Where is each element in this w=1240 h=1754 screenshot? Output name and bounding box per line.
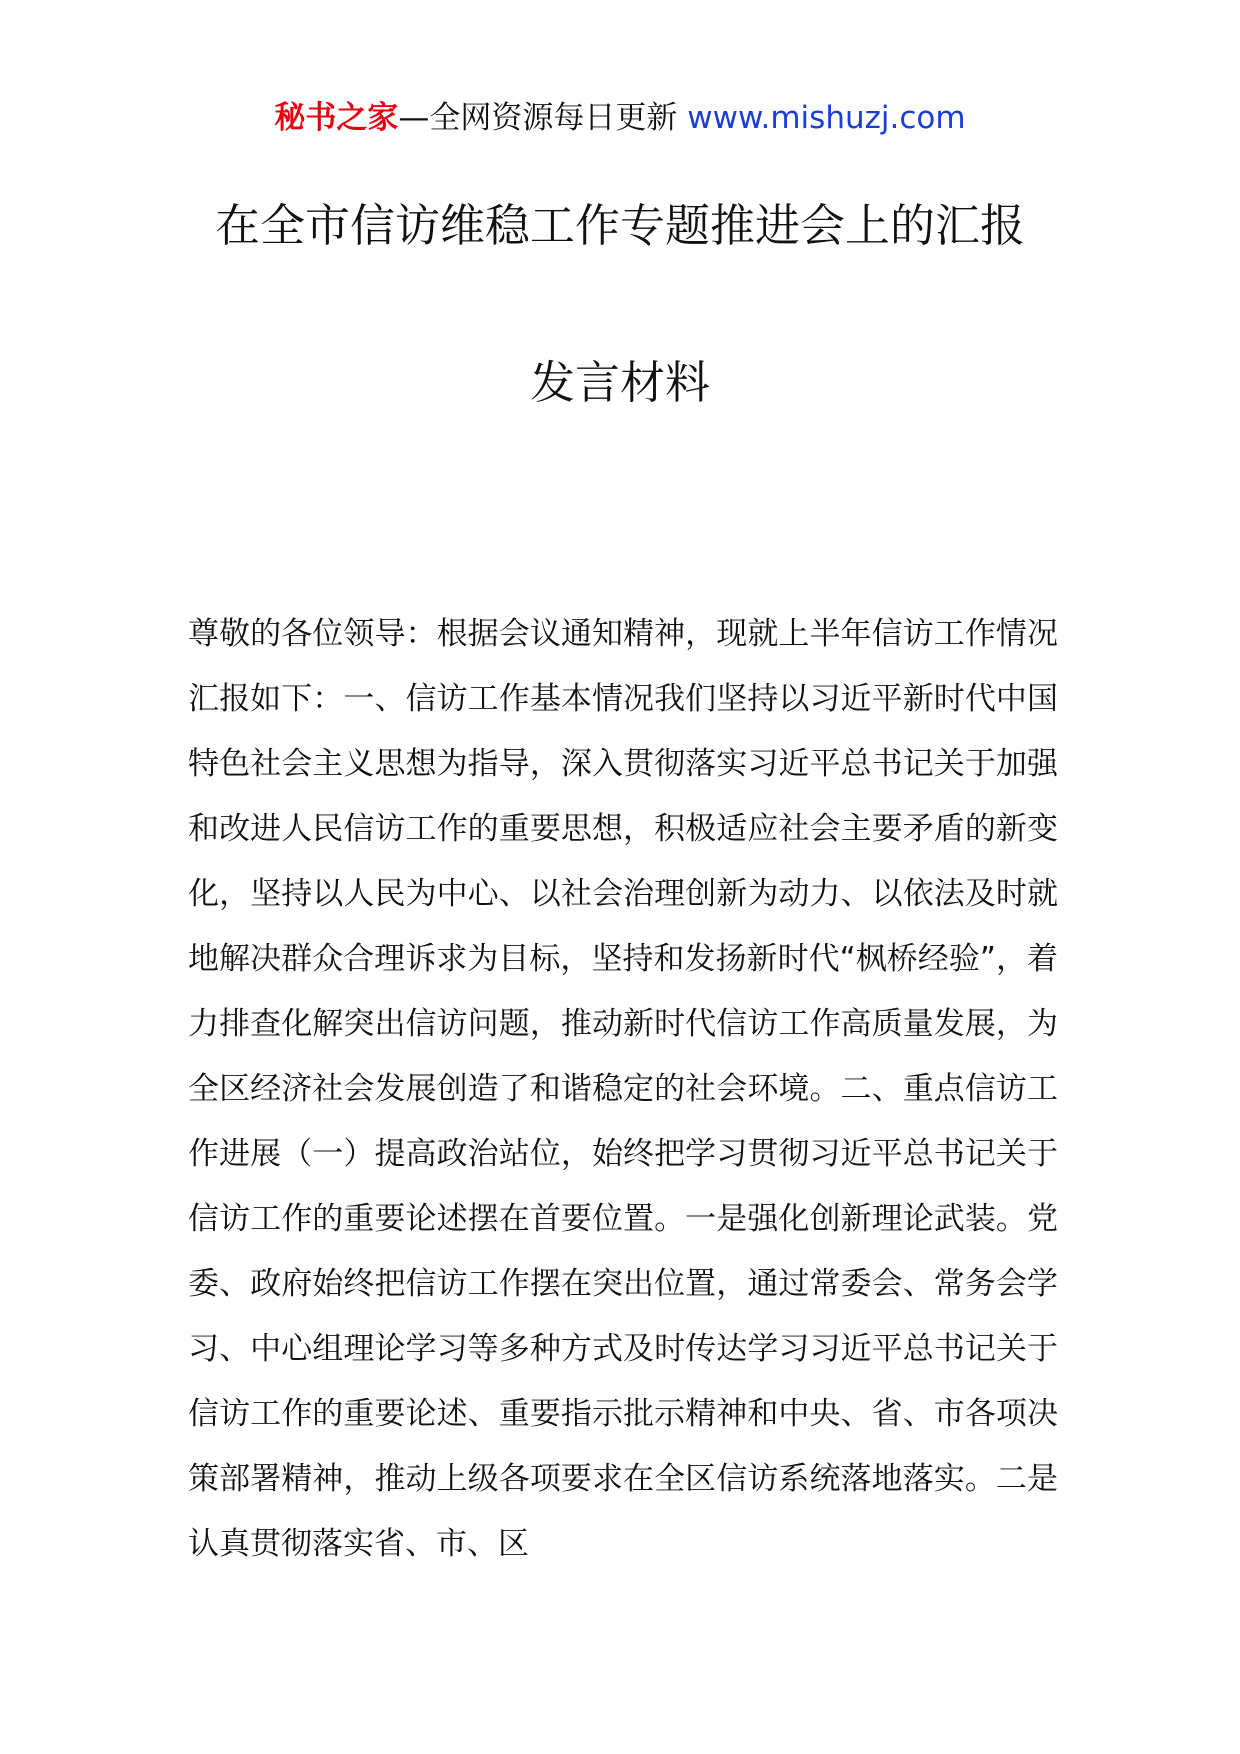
document-title-line-1: 在全市信访维稳工作专题推进会上的汇报: [214, 199, 1025, 252]
site-url-link[interactable]: www.mishuzj.com: [687, 100, 966, 136]
brand-name: 秘书之家: [274, 100, 399, 136]
header-tagline: —全网资源每日更新: [398, 100, 678, 136]
site-header: [0, 96, 1240, 140]
document-title-line-2: 发言材料: [529, 356, 710, 409]
document-body-paragraph: 尊敬的各位领导：根据会议通知精神，现就上半年信访工作情况汇报如下：一、信访工作基本情况我们坚持以习近平新时代中国特色社会主义思想为指导，深入贯彻落实习近平总书记关于加强和改进人民信访工作的重要思想，积极适应社会主要矛盾的新变化，坚持以人民为中心、以社会治理创新为动力、以依法及时就地解决群众合理诉求为目标，坚持和发扬新时代“枫桥经验”，着力排查化解突出信访问题，推动新时代信访工作高质量发展，为全区经济社会发展创造了和谐稳定的社会环境。二、重点信访工作进展（一）提高政治站位，始终把学习贯彻习近平总书记关于信访工作的重要论述摆在首要位置。一是强化创新理论武装。党委、政府始终把信访工作摆在突出位置，通过常委会、常务会学习、中心组理论学习等多种方式及时传达学习习近平总书记关于信访工作的重要论述、重要指示批示精神和中央、省、市各项决策部署精神，推动上级各项要求在全区信访系统落地落实。二是认真贯彻落实省、市、区: [188, 616, 1058, 1562]
